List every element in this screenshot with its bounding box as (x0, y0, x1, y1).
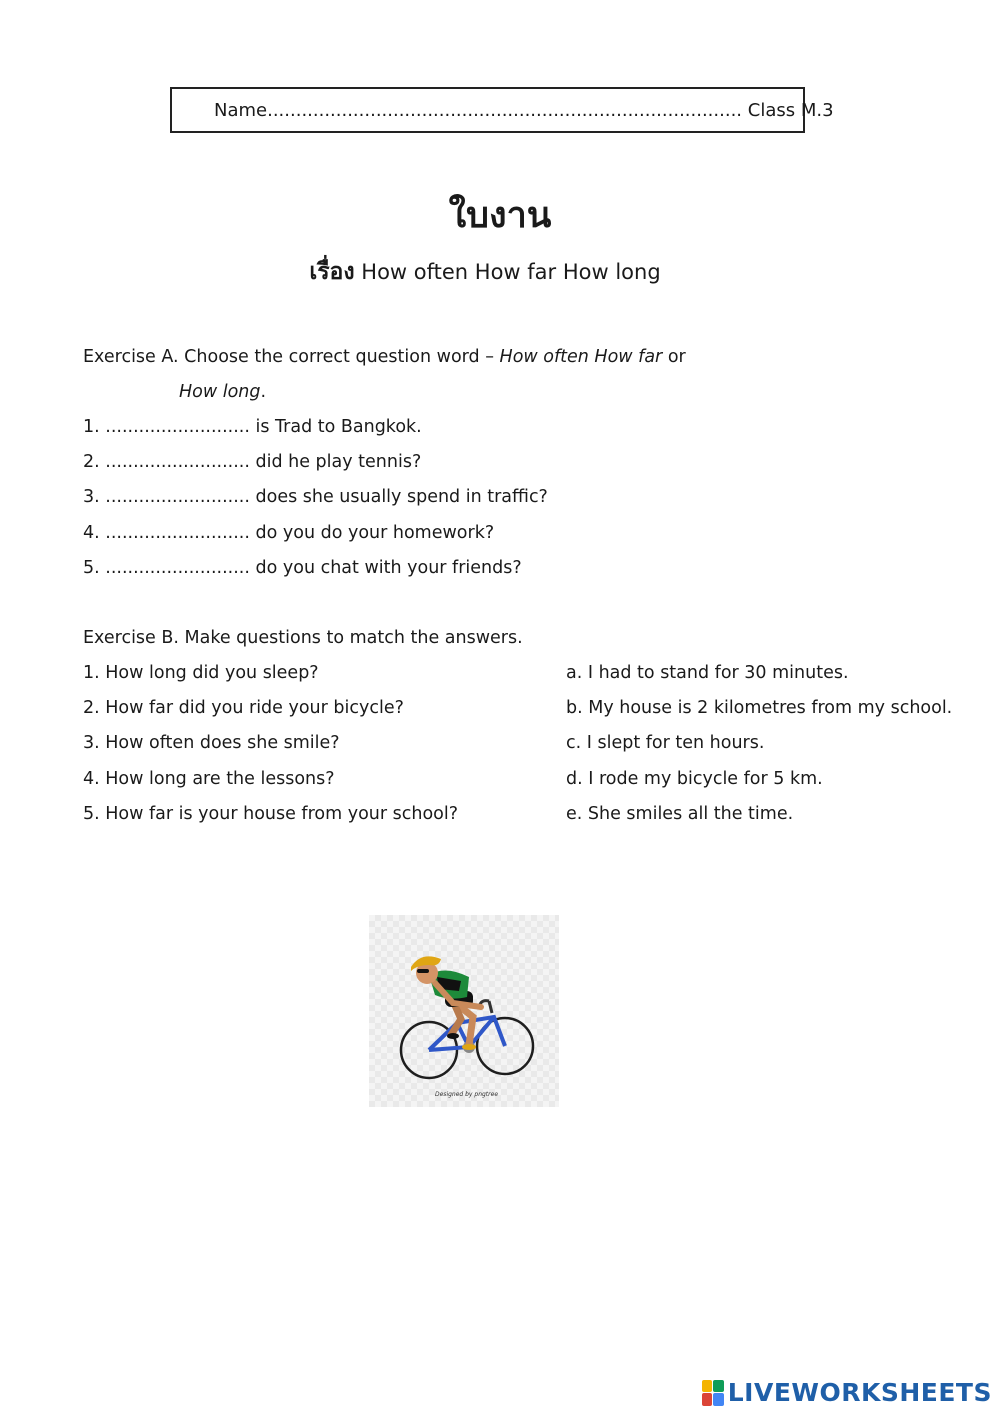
exercise-b-question: 5. How far is your house from your school? (83, 803, 459, 824)
exercise-b-question: 4. How long are the lessons? (83, 768, 335, 789)
exercise-b-question: 2. How far did you ride your bicycle? (83, 698, 404, 719)
exercise-b-answer: a. I had to stand for 30 minutes. (566, 663, 849, 683)
liveworksheets-brand[interactable] (702, 1378, 992, 1407)
answer-blank[interactable]: .......................... (105, 487, 250, 508)
exercise-b-question: 1. How long did you sleep? (83, 663, 319, 683)
exercise-a-instruction: Exercise A. Choose the correct question word – How often How far or (83, 347, 686, 367)
name-blank[interactable]: ................................................................................... (267, 99, 743, 121)
exercise-a-item (83, 415, 422, 439)
brand-text: LIVEWORKSHEETS (727, 1378, 992, 1407)
subtitle-topic: How often How far How long (361, 260, 661, 284)
item-text: is Trad to Bangkok. (255, 417, 422, 437)
item-number: 4. (83, 522, 100, 543)
answer-blank[interactable]: .......................... (105, 452, 250, 473)
exercise-a-item (83, 450, 421, 474)
name-label: Name (214, 99, 268, 121)
exercise-b-answer: b. My house is 2 kilometres from my school. (566, 698, 953, 719)
class-label: Class M.3 (747, 99, 834, 121)
exercise-b-answer: e. She smiles all the time. (566, 803, 794, 824)
instruction-italic-2: How long (179, 382, 261, 402)
answer-blank[interactable]: .......................... (105, 417, 250, 437)
exercise-b-answer: d. I rode my bicycle for 5 km. (566, 768, 823, 789)
item-text: do you do your homework? (255, 522, 495, 543)
liveworksheets-logo-icon (702, 1380, 724, 1406)
name-class-box (170, 87, 834, 133)
exercise-b-instruction: Exercise B. Make questions to match the answers. (83, 628, 523, 648)
page-subtitle (0, 254, 970, 290)
exercise-a-instruction-cont: How long. (179, 382, 267, 402)
item-number: 5. (83, 557, 100, 578)
cyclist-illustration (369, 915, 559, 1107)
subtitle-thai: เรื่อง (309, 259, 355, 285)
cyclist-image (369, 915, 559, 1107)
page-title: ใบงาน (448, 195, 552, 236)
exercise-b-question: 3. How often does she smile? (83, 733, 340, 754)
answer-blank[interactable]: .......................... (105, 522, 250, 543)
image-credit: Designed by pngtree (435, 1091, 499, 1098)
exercise-a-item (83, 485, 548, 509)
item-text: does she usually spend in traffic? (255, 487, 548, 508)
exercise-a-item (83, 521, 494, 545)
item-number: 2. (83, 452, 100, 473)
answer-blank[interactable]: .......................... (105, 557, 250, 578)
item-text: do you chat with your friends? (255, 557, 522, 578)
item-number: 1. (83, 417, 100, 437)
exercise-a-item (83, 556, 522, 580)
exercise-b-answer: c. I slept for ten hours. (566, 733, 765, 754)
instruction-italic-1: How often How far (499, 347, 663, 367)
item-text: did he play tennis? (255, 452, 422, 473)
item-number: 3. (83, 487, 100, 508)
